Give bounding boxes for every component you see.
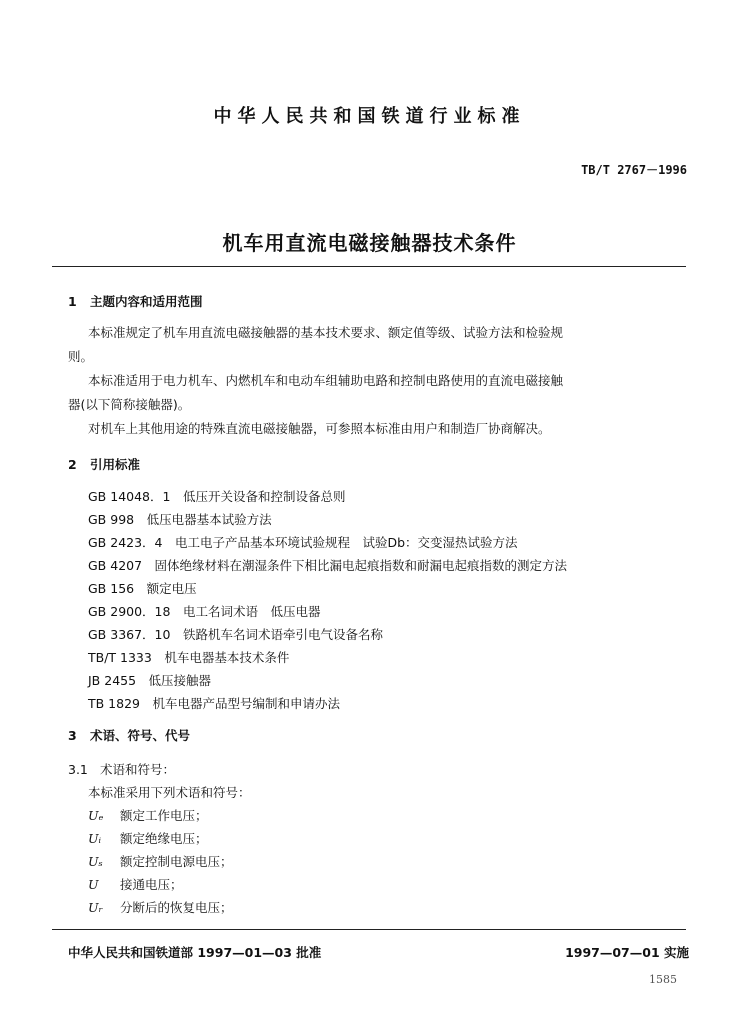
term-symbol: Uₛ bbox=[88, 854, 103, 869]
section-2-heading bbox=[68, 455, 140, 473]
title-rule bbox=[52, 266, 686, 267]
subsection-3-1-title: 术语和符号： bbox=[100, 762, 176, 777]
term-symbol: Uₑ bbox=[88, 808, 104, 823]
page-number: 1585 bbox=[649, 973, 677, 986]
approval-date: 中华人民共和国铁道部 1997—01—03 批准 bbox=[68, 945, 322, 960]
reference-item: GB 3367．10 铁路机车名词术语牵引电气设备名称 bbox=[88, 627, 383, 642]
term-text: 额定绝缘电压； bbox=[120, 831, 208, 846]
term-item bbox=[88, 806, 208, 824]
term-item bbox=[88, 829, 208, 847]
section-1-para-3: 对机车上其他用途的特殊直流电磁接触器，可参照本标准由用户和制造厂协商解决。 bbox=[88, 421, 551, 436]
section-1-para-1-line-2: 则。 bbox=[68, 349, 94, 364]
reference-item: GB 998 低压电器基本试验方法 bbox=[88, 512, 272, 527]
footer-rule bbox=[52, 929, 686, 930]
reference-item: TB/T 1333 机车电器基本技术条件 bbox=[88, 650, 290, 665]
term-symbol: Uᵢ bbox=[88, 831, 102, 846]
term-text: 额定控制电源电压； bbox=[120, 854, 233, 869]
section-3-number: 3 bbox=[68, 728, 77, 743]
reference-item: GB 156 额定电压 bbox=[88, 581, 197, 596]
reference-item: GB 2900．18 电工名词术语 低压电器 bbox=[88, 604, 321, 619]
document-title: 机车用直流电磁接触器技术条件 bbox=[222, 231, 517, 255]
section-2-number: 2 bbox=[68, 457, 77, 472]
section-1-para-2-line-1: 本标准适用于电力机车、内燃机车和电动车组辅助电路和控制电路使用的直流电磁接触 bbox=[88, 373, 564, 388]
term-item bbox=[88, 875, 183, 893]
term-symbol: Uᵣ bbox=[88, 900, 103, 915]
reference-item: GB 2423．4 电工电子产品基本环境试验规程 试验Db：交变湿热试验方法 bbox=[88, 535, 518, 550]
reference-item: TB 1829 机车电器产品型号编制和申请办法 bbox=[88, 696, 340, 711]
term-text: 接通电压； bbox=[120, 877, 183, 892]
section-3-heading bbox=[68, 726, 190, 744]
section-1-para-1-line-1: 本标准规定了机车用直流电磁接触器的基本技术要求、额定值等级、试验方法和检验规 bbox=[88, 325, 564, 340]
section-1-para-2-line-2: 器(以下简称接触器)。 bbox=[68, 397, 191, 412]
term-symbol: U bbox=[88, 877, 99, 892]
term-item bbox=[88, 852, 233, 870]
reference-item: GB 4207 固体绝缘材料在潮湿条件下相比漏电起痕指数和耐漏电起痕指数的测定方法 bbox=[88, 558, 568, 573]
section-2-title: 引用标准 bbox=[90, 457, 141, 472]
standard-category-title: 中华人民共和国铁道行业标准 bbox=[213, 106, 526, 127]
section-3-title: 术语、符号、代号 bbox=[90, 728, 191, 743]
term-text: 额定工作电压； bbox=[120, 808, 208, 823]
section-1-title: 主题内容和适用范围 bbox=[90, 294, 203, 309]
reference-item: GB 14048．1 低压开关设备和控制设备总则 bbox=[88, 489, 346, 504]
terms-intro: 本标准采用下列术语和符号： bbox=[88, 785, 251, 800]
term-item bbox=[88, 898, 233, 916]
section-1-heading bbox=[68, 292, 203, 310]
subsection-3-1-number: 3.1 bbox=[68, 762, 88, 777]
implementation-date: 1997—07—01 实施 bbox=[565, 945, 689, 960]
standard-number: TB/T 2767－1996 bbox=[581, 163, 687, 177]
section-1-number: 1 bbox=[68, 294, 77, 309]
subsection-3-1-heading bbox=[68, 760, 175, 778]
term-text: 分断后的恢复电压； bbox=[120, 900, 233, 915]
reference-item: JB 2455 低压接触器 bbox=[88, 673, 212, 688]
